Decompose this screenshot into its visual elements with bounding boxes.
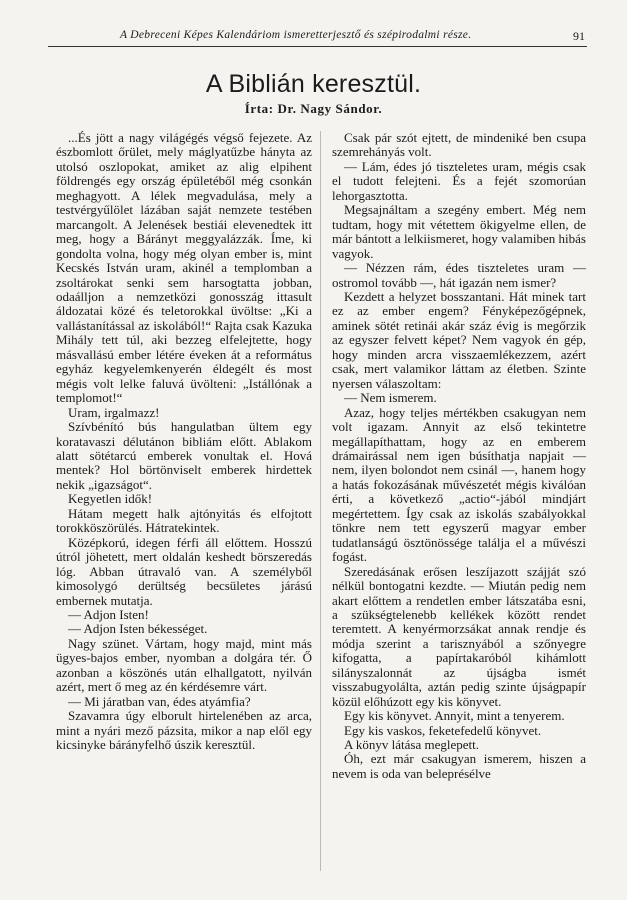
paragraph: Szívbénító bús hangulatban ültem egy koratavaszi délutánon bibliám előtt. Ablakom alatt sötétarcú emberek vonultak el. Hová mentek? Hol börtönviselt emberek hirdettek nekik „igazságot“. — [56, 419, 312, 492]
paragraph: Egy kis vaskos, feketefedelű könyvet. — [344, 722, 542, 738]
paragraph: Szeredásának erősen leszíjazott szájját szó nélkül bontogatni kezdte. — Miután pedig nem akart előttem a rendetlen ember látszatába esni, a szükségtelenebb kellékek között rendet teremtett. A kenyérmorzsákat annak rendje és módja szerint a tarisznyából a szőnyegre kifogatta, a papírtakaróból kihámlott silányszalonnát az újságba ismét visszabugyolálta, aztán pedig szinte újságpapír közül előhúzott egy kis könyvet. — [332, 563, 586, 709]
paragraph: Kegyetlen idők! — [68, 491, 153, 507]
column-divider — [320, 131, 321, 871]
article-byline: Írta: Dr. Nagy Sándor. — [244, 101, 383, 116]
left-column — [56, 131, 312, 752]
paragraph: — Nézzen rám, édes tiszteletes uram — ostromol tovább —, hát igazán nem ismer? — [332, 260, 586, 290]
paragraph: Óh, ezt már csakugyan ismerem, hiszen a nevem is oda van beleprésélve — [332, 751, 586, 781]
paragraph: Nagy szünet. Vártam, hogy majd, mint más ügyes-bajos ember, nyomban a dolgára tér. Ő azonban a köszönés után elhallgatott, nyilván azért, mert ő meg az én kérdésemre várt. — [56, 635, 312, 695]
paragraph: Középkorú, idegen férfi áll előttem. Hosszú útról jöhetett, mert oldalán keshedt börszeredás lóg. Abban útravaló van. A személyből kimosolygó derültség becsületes járású embernek mutatja. — [56, 534, 312, 608]
paragraph: Azaz, hogy teljes mértékben csakugyan nem volt igazam. Annyit az első tekintetre megállapíthattam, hogy az en emberem drámairással nem igen búsíthatja napjait — nem, ilyen bolondot nem csinál —, hanem hogy a hatás fokozásának művészetét mégis kiválóan érti, a következő „actio“-jából mindjárt megértettem. Így csak az iskolás szabályokkal tönkre nem tett egyszerű magyar ember tudatlanságú ösztönössége találja el a művészi fogást. — [332, 404, 586, 565]
paragraph: — Lám, édes jó tiszteletes uram, mégis csak el tudott felejteni. És a fejét szomorúan lehorgasztotta. — [332, 158, 586, 203]
page-number: 91 — [573, 29, 585, 43]
paragraph: — Mi járatban van, édes atyámfia? — [68, 693, 251, 709]
paragraph: Hátam megett halk ajtónyitás és elfojtott torokköszörülés. Hátratekintek. — [56, 505, 312, 536]
paragraph: — Nem ismerem. — [344, 390, 437, 406]
paragraph: Csak pár szót ejtett, de mindeniké ben csupa szemrehányás volt. — [332, 130, 586, 160]
right-column — [332, 131, 586, 781]
article-title: A Biblián keresztül. — [205, 70, 422, 98]
paragraph: — Adjon Isten békességet. — [68, 621, 208, 637]
paragraph: Megsajnáltam a szegény embert. Még nem tudtam, hogy mit vétettem ökigyelme ellen, de már bántott a lelkiismeret, hogy valamiben hibás vagyok. — [332, 202, 586, 261]
paragraph: Uram, irgalmazz! — [68, 404, 160, 420]
paragraph: ...És jött a nagy világégés végső fejezete. Az észbomlott őrület, mely máglyatűzbe hányta az utolsó oszlopokat, amiket az alig elpihent földrengés egy ország épületéből még csonkán meghagyott. A lélek megvadulása, mely a testvérgyűlölet lázában saját nemzete testében marcangolt. A Jelenések bestiái elevenedtek itt meg, hogy a Bárányt meggyalázzák. Íme, ki gondolta volna, hogy még olyan ember is, mint Kecskés István uram, akinél a templomban a zsoltárokat senki sem harsogtatta jobban, odaálljon a nemzetközi gonosszág ittasult áldozatai közé és teletorokkal üvöltse: „Ki a vallástanítással az iskolából!“ Rajta csak Kazuka Mihály tett túl, aki bezzeg elfelejtette, hogy másvallású ember létére éveken át a református egyház kegyelemkenyerén éldegélt és most mégis volt lelke faluvá üvölteni: „Istállónak a templomot!“ — [56, 130, 312, 406]
paragraph: — Adjon Isten! — [68, 606, 149, 622]
paragraph: Egy kis könyvet. Annyit, mint a tenyerem. — [344, 708, 565, 724]
paragraph: Kezdett a helyzet bosszantani. Hát minek tart ez az ember engem? Fényképezőgépnek, aminek sötét retinái akár száz évig is megőrzik az egyszer felvett képet? Nem vagyok én gép, hogy minden arcra visszaemlékezzem, azért csak, mert valamikor láttam az életben. Szinte nyersen válaszoltam: — [332, 288, 586, 391]
running-title: A Debreceni Képes Kalendáriom ismeretterjesztő és szépirodalmi része. — [120, 29, 472, 41]
paragraph: Szavamra úgy elborult hirtelenében az arca, mint a nyári mező pázsita, mikor a nap elől egy kicsinyke bárányfelhő úszik keresztül. — [56, 708, 312, 753]
running-header — [48, 28, 587, 47]
paragraph: A könyv látása meglepett. — [344, 737, 480, 753]
